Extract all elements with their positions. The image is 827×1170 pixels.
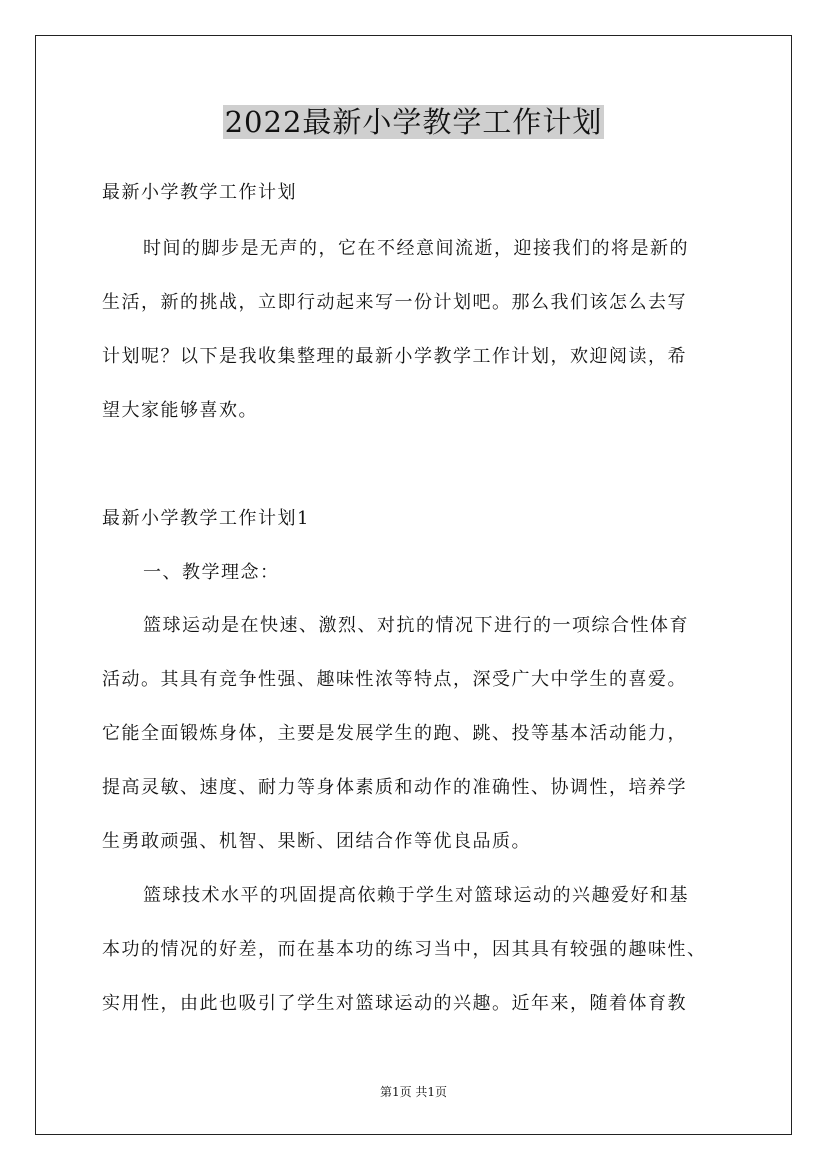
paragraph-line: 实用性，由此也吸引了学生对篮球运动的兴趣。近年来，随着体育教 xyxy=(102,993,687,1014)
paragraph-line: 提高灵敏、速度、耐力等身体素质和动作的准确性、协调性，培养学 xyxy=(102,777,687,798)
paragraph-line: 活动。其具有竞争性强、趣味性浓等特点，深受广大中学生的喜爱。 xyxy=(102,669,687,690)
page-footer: 第1页 共1页 xyxy=(379,1085,448,1099)
paragraph-line: 篮球运动是在快速、激烈、对抗的情况下进行的一项综合性体育 xyxy=(143,615,689,636)
intro-line: 时间的脚步是无声的，它在不经意间流逝，迎接我们的将是新的 xyxy=(143,238,689,259)
document-subtitle: 最新小学教学工作计划 xyxy=(102,182,297,203)
section-subheading: 一、教学理念： xyxy=(143,562,280,583)
intro-line: 计划呢？以下是我收集整理的最新小学教学工作计划，欢迎阅读，希 xyxy=(102,346,687,367)
intro-line: 望大家能够喜欢。 xyxy=(102,400,258,421)
section-heading: 最新小学教学工作计划1 xyxy=(102,508,310,529)
paragraph-line: 它能全面锻炼身体，主要是发展学生的跑、跳、投等基本活动能力， xyxy=(102,723,687,744)
paragraph-line: 本功的情况的好差，而在基本功的练习当中，因其具有较强的趣味性、 xyxy=(102,939,707,960)
intro-line: 生活，新的挑战，立即行动起来写一份计划吧。那么我们该怎么去写 xyxy=(102,292,687,313)
paragraph-line: 生勇敢顽强、机智、果断、团结合作等优良品质。 xyxy=(102,831,531,852)
paragraph-line: 篮球技术水平的巩固提高依赖于学生对篮球运动的兴趣爱好和基 xyxy=(143,885,689,906)
document-title xyxy=(0,100,827,144)
document-title-text: 2022最新小学教学工作计划 xyxy=(224,105,603,139)
